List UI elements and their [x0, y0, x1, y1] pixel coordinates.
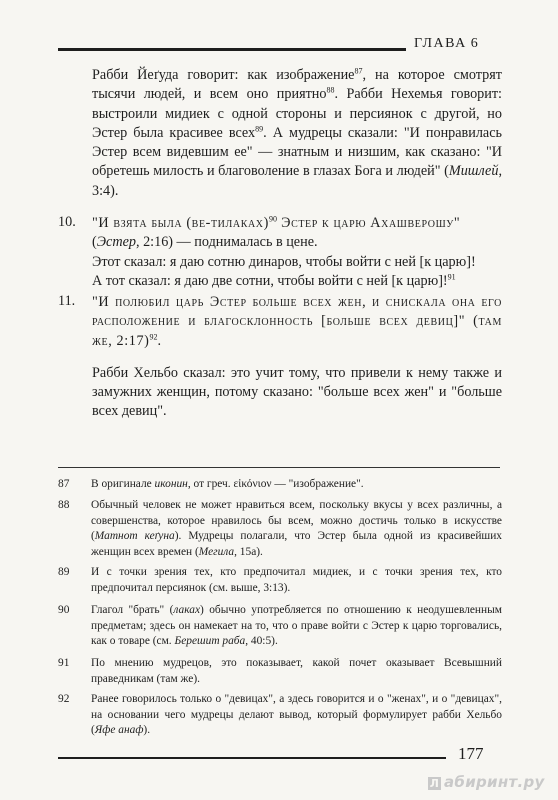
intro-text-1: Рабби Йеґуда говорит: как изображение: [92, 67, 355, 83]
footnote-number: 88: [58, 499, 70, 511]
footnote-ref-89[interactable]: 89: [255, 124, 264, 134]
footnote-text: ) обычно употребляется по отношению к неодушевленным предметам; здесь он намекает на то, что о праве войти с Эстер к царю торговались, как о товаре (см.: [91, 604, 502, 648]
footnote-text: Глагол "брать" (: [91, 604, 174, 616]
footnote-number: 92: [58, 693, 70, 705]
footnote-text: , 15а).: [234, 545, 263, 558]
footnote-text: ).: [143, 724, 151, 737]
chapter-word: ГЛАВА: [414, 36, 467, 51]
item-11: [92, 293, 502, 422]
item-10: [92, 214, 502, 291]
footnote-ref-90[interactable]: 90: [268, 214, 277, 224]
footnote-text: Ранее говорилось только о "девицах", а здесь говорится и о "женах", и о "девицах", на основании чего мудрецы делают вывод, который формулирует рабби Хельбо (: [91, 693, 502, 737]
footnote-92: [58, 692, 502, 739]
watermark-letter: Л: [429, 777, 440, 790]
footnote-number: 87: [58, 478, 70, 490]
footnote-italic: Яфе анаф: [94, 724, 144, 737]
footer-rule: [58, 757, 446, 759]
intro-source-ref: Мишлей: [448, 163, 499, 180]
footnotes-rule: [58, 467, 500, 468]
footnote-italic: Мегила: [198, 545, 235, 558]
watermark-logo: [428, 773, 545, 791]
chapter-number: 6: [470, 36, 478, 51]
paren: (: [92, 234, 97, 251]
intro-text-2: , на которое смотрят тысячи людей, и всем оно приятно: [92, 67, 503, 103]
footnote-91: [58, 656, 502, 687]
footnote-number: 91: [58, 657, 70, 669]
item-10-quote-2: Эстер к царю Ахашверошу": [276, 215, 461, 231]
footnote-89: [58, 565, 502, 596]
footnote-text: И с точки зрения тех, кто предпочитал мидиек, и с точки зрения тех, кто предпочитал персиянок (см. выше, 3:13).: [91, 566, 502, 594]
footnote-italic: Берешит раба: [174, 635, 246, 648]
item-11-paragraph: Рабби Хельбо сказал: это учит тому, что привели к нему также и замужних женщин, потому сказано: "больше всех жен" и "больше всех девиц".: [92, 364, 502, 420]
footnote-italic: Матнот кеґуна: [94, 530, 175, 543]
footnote-ref-91[interactable]: 91: [447, 272, 456, 282]
intro-text-4: . А мудрецы сказали: "И понравилась Эстер всем видевшим ее" — знатным и низшим, как сказано: "И обретешь милость и благоволение в глазах Бога и людей" (: [92, 124, 502, 180]
footnote-90: [58, 603, 502, 650]
item-number-10: 10.: [58, 214, 76, 230]
footnote-number: 89: [58, 566, 70, 578]
footnote-88: [58, 498, 502, 560]
footnote-text: , от греч. εἰκόνιον — "изображение".: [187, 478, 364, 490]
footnote-87: [58, 477, 502, 493]
footnote-italic: иконин: [154, 478, 188, 490]
item-10-line-2: А тот сказал: я даю две сотни, чтобы войти с ней [к царю]!: [92, 272, 448, 289]
chapter-heading: [414, 36, 478, 52]
footnote-text: Обычный человек не может нравиться всем, поскольку вкусы у всех различны, а совершенства, которое нравилось бы всем, можно достичь только в искусстве (: [91, 499, 502, 543]
intro-text-5: , 3:4).: [92, 163, 502, 199]
footnote-italic: лаках: [173, 604, 201, 616]
item-10-line-1: Этот сказал: я даю сотню динаров, чтобы войти с ней [к царю]!: [92, 253, 476, 270]
header-rule: [58, 48, 406, 51]
footnote-text: ). Мудрецы полагали, что Эстер была одной из красивейших женщин всех времен (: [91, 530, 502, 558]
item-11-period: .: [157, 332, 162, 349]
footnote-ref-88[interactable]: 88: [326, 85, 335, 95]
page-number: 177: [458, 744, 484, 763]
item-10-quote-1: "И взята была (ве-тилаках): [92, 215, 269, 231]
footnote-number: 90: [58, 604, 70, 616]
item-number-11: 11.: [58, 293, 76, 309]
intro-paragraph: [92, 66, 502, 201]
footnote-text: , 40:5).: [245, 635, 278, 648]
item-10-source-ref: Эстер: [96, 234, 136, 251]
intro-text-3: . Рабби Нехемья говорит: выстроили мидиек с одной стороны и персиянок с другой, но Эстер была красивее всех: [92, 86, 502, 141]
item-10-ref-rest: , 2:16) — поднималась в цене.: [135, 234, 318, 251]
footnote-text: По мнению мудрецов, это показывает, какой почет оказывает Всевышний праведникам (там же).: [91, 657, 502, 685]
footnote-ref-87[interactable]: 87: [354, 66, 363, 76]
item-11-quote: "И полюбил царь Эстер больше всех жен, и снискала она его расположение и благосклонность [больше всех девиц]" (там же, 2:17): [92, 294, 502, 349]
footnote-text: В оригинале: [91, 478, 155, 490]
watermark-text: абиринт.ру: [444, 773, 545, 791]
footnote-ref-92[interactable]: 92: [149, 331, 158, 341]
